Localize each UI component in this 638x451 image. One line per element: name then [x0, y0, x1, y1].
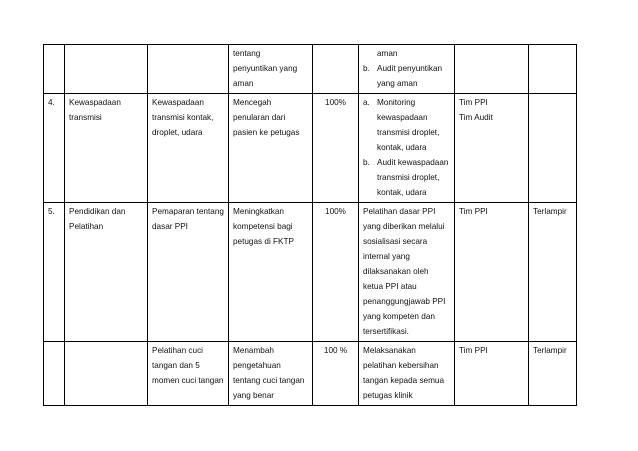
- indicator-text: Monitoring: [377, 98, 416, 107]
- cell-target: [313, 94, 359, 203]
- cell-text-line: Kewaspadaan: [69, 98, 121, 107]
- cell-kegiatan: [65, 45, 148, 94]
- indicator-line: [363, 309, 450, 324]
- indicator-text: yang diberikan melalui: [363, 222, 445, 231]
- indicator-line: [363, 46, 450, 61]
- cell-text-line: penularan dari: [233, 113, 286, 122]
- indicator-line: [363, 324, 450, 339]
- indicator-line: [363, 170, 450, 185]
- table-row: [44, 45, 577, 94]
- cell-target: [313, 45, 359, 94]
- cell-text-line: transmisi kontak,: [152, 113, 214, 122]
- indicator-line: [363, 155, 450, 170]
- indicator-line: [363, 140, 450, 155]
- table-row: [44, 94, 577, 203]
- cell-no: [44, 45, 65, 94]
- ppi-program-table: [43, 44, 577, 406]
- list-marker: b.: [363, 158, 370, 167]
- cell-text-line: transmisi: [69, 113, 102, 122]
- cell-text-line: penyuntikan yang: [233, 64, 298, 73]
- cell-text-line: Pelatihan cuci: [152, 346, 203, 355]
- indicator-line: [363, 76, 450, 91]
- indicator-line: [363, 219, 450, 234]
- cell-text-line: kompetensi bagi: [233, 222, 293, 231]
- list-marker: [363, 125, 377, 140]
- indicator-text: transmisi droplet,: [377, 173, 440, 182]
- cell-text: 4.: [48, 98, 55, 107]
- cell-indikator: [359, 45, 455, 94]
- indicator-line: [363, 388, 450, 403]
- cell-text-line: pengetahuan: [233, 361, 281, 370]
- cell-text-line: tangan dan 5: [152, 361, 200, 370]
- cell-text-line: pasien ke petugas: [233, 128, 300, 137]
- cell-text: 100%: [325, 207, 346, 216]
- cell-text-line: Pendidikan dan: [69, 207, 126, 216]
- indicator-text: yang aman: [377, 79, 418, 88]
- cell-text-line: tentang: [233, 49, 261, 58]
- cell-keterangan: [529, 94, 577, 203]
- table-row: [44, 342, 577, 406]
- cell-penanggung-jawab: [455, 203, 529, 342]
- cell-tujuan: [229, 203, 313, 342]
- list-marker: [363, 46, 377, 61]
- cell-text-line: petugas di FKTP: [233, 237, 294, 246]
- list-marker: [363, 110, 377, 125]
- indicator-line: [363, 373, 450, 388]
- cell-text-line: Pemaparan tentang: [152, 207, 224, 216]
- indicator-text: yang kompeten dan: [363, 312, 435, 321]
- cell-text-line: Mencegah: [233, 98, 272, 107]
- cell-text: Terlampir: [533, 346, 567, 355]
- indicator-text: penanggungjawab PPI: [363, 297, 446, 306]
- indicator-line: [363, 125, 450, 140]
- indicator-line: [363, 358, 450, 373]
- cell-text: 100 %: [323, 346, 348, 355]
- indicator-text: aman: [377, 49, 398, 58]
- list-marker: [363, 170, 377, 185]
- indicator-line: [363, 279, 450, 294]
- cell-kegiatan: [65, 203, 148, 342]
- indicator-line: [363, 234, 450, 249]
- indicator-text: transmisi droplet,: [377, 128, 440, 137]
- indicator-text: kewaspadaan: [377, 113, 428, 122]
- cell-kegiatan: [65, 94, 148, 203]
- cell-keterangan: [529, 45, 577, 94]
- cell-tujuan: [229, 342, 313, 406]
- indicator-text: kontak, udara: [377, 188, 427, 197]
- cell-keterangan: [529, 203, 577, 342]
- indicator-line: [363, 95, 450, 110]
- indicator-text: internal yang: [363, 252, 410, 261]
- indicator-text: sosialisasi secara: [363, 237, 428, 246]
- cell-text-line: Tim PPI: [459, 98, 488, 107]
- indicator-line: [363, 343, 450, 358]
- cell-no: [44, 94, 65, 203]
- cell-text-line: Tim PPI: [459, 207, 488, 216]
- cell-indikator: [359, 203, 455, 342]
- cell-text-line: yang benar: [233, 391, 274, 400]
- indicator-text: tangan kepada semua: [363, 376, 445, 385]
- cell-no: [44, 342, 65, 406]
- indicator-line: [363, 61, 450, 76]
- list-marker: [363, 76, 377, 91]
- cell-rincian-kegiatan: [148, 45, 229, 94]
- cell-text: 100%: [325, 98, 346, 107]
- cell-penanggung-jawab: [455, 342, 529, 406]
- cell-text-line: tentang cuci tangan: [233, 376, 305, 385]
- cell-rincian-kegiatan: [148, 203, 229, 342]
- list-marker: [363, 185, 377, 200]
- cell-text-line: Tim Audit: [459, 113, 493, 122]
- indicator-text: Audit kewaspadaan: [377, 158, 449, 167]
- cell-text-line: momen cuci tangan: [152, 376, 224, 385]
- list-marker: a.: [363, 98, 370, 107]
- cell-text: Terlampir: [533, 207, 567, 216]
- cell-text-line: Menambah: [233, 346, 274, 355]
- indicator-text: ketua PPI atau: [363, 282, 417, 291]
- cell-tujuan: [229, 94, 313, 203]
- indicator-line: [363, 185, 450, 200]
- cell-text-line: Meningkatkan: [233, 207, 284, 216]
- cell-no: [44, 203, 65, 342]
- indicator-line: [363, 249, 450, 264]
- cell-rincian-kegiatan: [148, 342, 229, 406]
- cell-target: [313, 203, 359, 342]
- cell-text-line: Tim PPI: [459, 346, 488, 355]
- indicator-text: kontak, udara: [377, 143, 427, 152]
- indicator-text: Melaksanakan: [363, 346, 416, 355]
- cell-text-line: dasar PPI: [152, 222, 188, 231]
- cell-indikator: [359, 94, 455, 203]
- cell-penanggung-jawab: [455, 94, 529, 203]
- cell-kegiatan: [65, 342, 148, 406]
- cell-text-line: droplet, udara: [152, 128, 203, 137]
- cell-text-line: aman: [233, 79, 254, 88]
- cell-keterangan: [529, 342, 577, 406]
- list-marker: b.: [363, 64, 370, 73]
- cell-text-line: Pelatihan: [69, 222, 104, 231]
- cell-text: 5.: [48, 207, 55, 216]
- list-marker: [363, 140, 377, 155]
- cell-indikator: [359, 342, 455, 406]
- cell-tujuan: [229, 45, 313, 94]
- cell-penanggung-jawab: [455, 45, 529, 94]
- indicator-line: [363, 264, 450, 279]
- indicator-text: Audit penyuntikan: [377, 64, 443, 73]
- indicator-text: dilaksanakan oleh: [363, 267, 429, 276]
- indicator-line: [363, 294, 450, 309]
- cell-rincian-kegiatan: [148, 94, 229, 203]
- cell-text-line: Kewaspadaan: [152, 98, 204, 107]
- table-row: [44, 203, 577, 342]
- indicator-text: pelatihan kebersihan: [363, 361, 439, 370]
- indicator-text: petugas klinik: [363, 391, 413, 400]
- indicator-text: Pelatihan dasar PPI: [363, 207, 436, 216]
- indicator-line: [363, 110, 450, 125]
- cell-target: [313, 342, 359, 406]
- indicator-line: [363, 204, 450, 219]
- indicator-text: tersertifikasi.: [363, 327, 409, 336]
